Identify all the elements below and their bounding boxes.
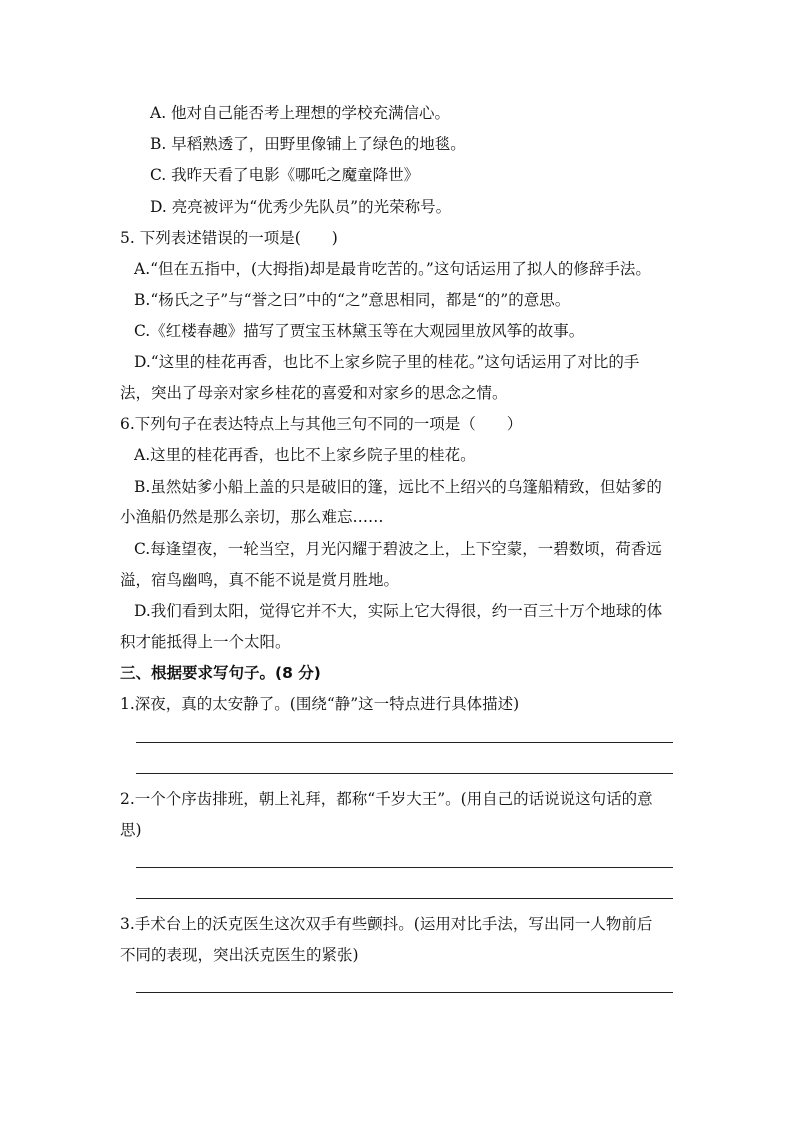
- answer-line[interactable]: [136, 898, 673, 899]
- q4-option-a: A. 他对自己能否考上理想的学校充满信心。: [150, 104, 451, 122]
- answer-line[interactable]: [136, 773, 673, 774]
- q6-option-c-line2: 溢，宿鸟幽鸣，真不能不说是赏月胜地。: [120, 571, 400, 589]
- q6-option-b-line1: B.虽然姑爹小船上盖的只是破旧的篷，远比不上绍兴的乌篷船精致，但姑爹的: [134, 478, 662, 496]
- q4-option-c: C. 我昨天看了电影《哪吒之魔童降世》: [150, 166, 420, 184]
- q6-option-a: A.这里的桂花再香，也比不上家乡院子里的桂花。: [134, 446, 476, 464]
- q4-option-b: B. 早稻熟透了，田野里像铺上了绿色的地毯。: [150, 135, 466, 153]
- q6-stem: 6.下列句子在表达特点上与其他三句不同的一项是（ ）: [120, 415, 523, 433]
- q4-option-d: D. 亮亮被评为“优秀少先队员”的光荣称号。: [150, 198, 452, 216]
- q6-option-c-line1: C.每逢望夜，一轮当空，月光闪耀于碧波之上，上下空蒙，一碧数顷，荷香远: [134, 540, 662, 558]
- answer-line[interactable]: [136, 992, 673, 993]
- s3-q1: 1.深夜，真的太安静了。(围绕“静”这一特点进行具体描述): [120, 695, 520, 713]
- q6-option-d-line1: D.我们看到太阳，觉得它并不大，实际上它大得很，约一百三十万个地球的体: [134, 602, 663, 620]
- section-3-title: 三、根据要求写句子。(8 分): [120, 664, 321, 682]
- s3-q2-line2: 思): [120, 821, 142, 839]
- q5-option-a: A.“但在五指中，(大拇指)却是最肯吃苦的。”这句话运用了拟人的修辞手法。: [134, 260, 651, 278]
- q5-option-d-line1: D.“这里的桂花再香，也比不上家乡院子里的桂花。”这句话运用了对比的手: [134, 353, 640, 371]
- q5-stem: 5. 下列表述错误的一项是( ): [120, 229, 338, 247]
- q5-option-d-line2: 法，突出了母亲对家乡桂花的喜爱和对家乡的思念之情。: [120, 384, 508, 402]
- q6-option-b-line2: 小渔船仍然是那么亲切，那么难忘……: [120, 508, 384, 526]
- s3-q2-line1: 2.一个个序齿排班，朝上礼拜，都称“千岁大王”。(用自己的话说说这句话的意: [120, 790, 653, 808]
- q6-option-d-line2: 积才能抵得上一个太阳。: [120, 633, 291, 651]
- q5-option-c: C.《红楼春趣》描写了贾宝玉林黛玉等在大观园里放风筝的故事。: [134, 322, 585, 340]
- s3-q3-line1: 3.手术台上的沃克医生这次双手有些颤抖。(运用对比手法，写出同一人物前后: [120, 915, 653, 933]
- q5-option-b: B.“杨氏之子”与“誉之曰”中的“之”意思相同，都是“的”的意思。: [134, 291, 571, 309]
- s3-q3-line2: 不同的表现，突出沃克医生的紧张): [120, 946, 359, 964]
- answer-line[interactable]: [136, 867, 673, 868]
- answer-line[interactable]: [136, 742, 673, 743]
